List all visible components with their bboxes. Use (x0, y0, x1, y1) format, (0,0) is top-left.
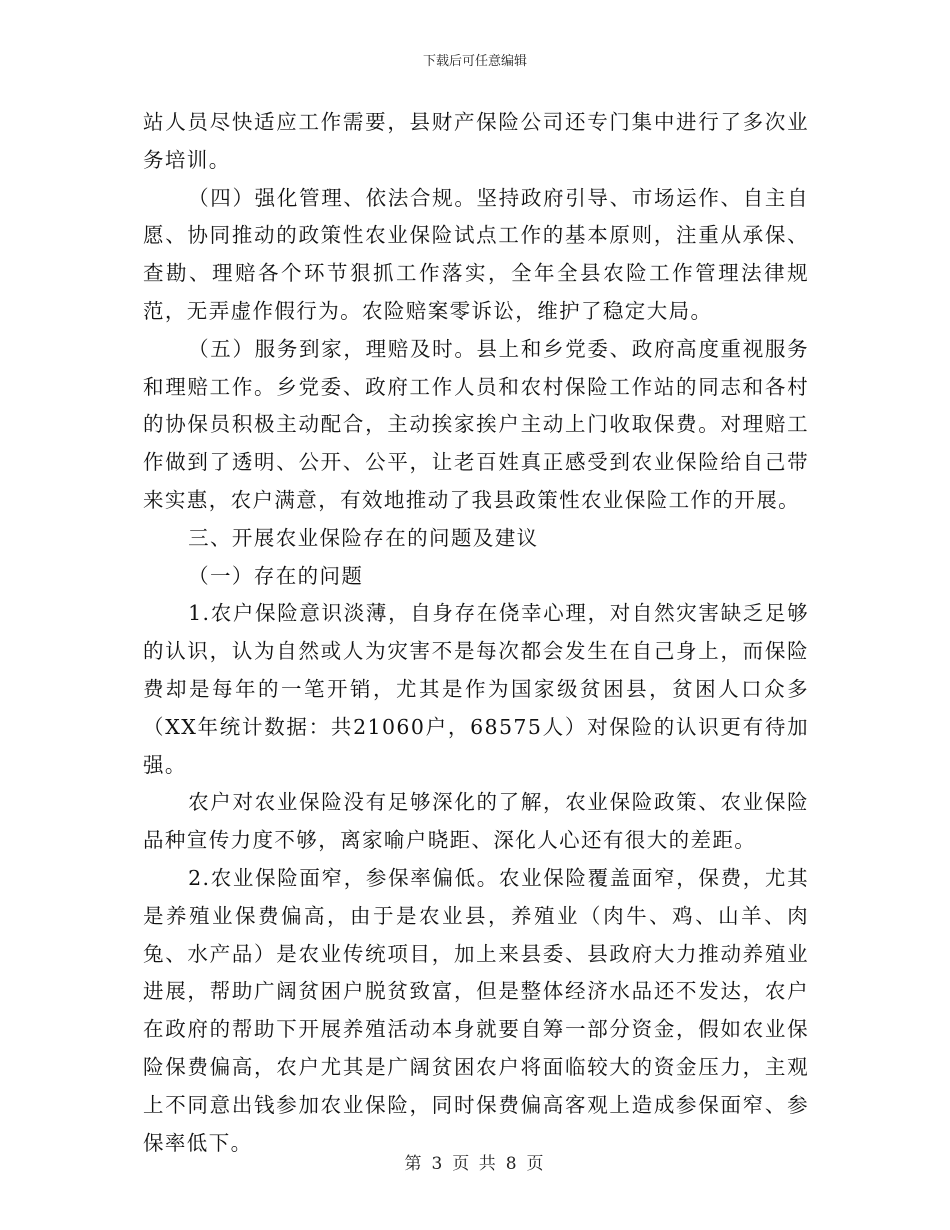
heading-problems-and-suggestions: 三、开展农业保险存在的问题及建议 (188, 525, 539, 550)
footer-total-pages: 8 (505, 1154, 519, 1174)
paragraph-section-4: （四）强化管理、依法合规。坚持政府引导、市场运作、自主自愿、协同推动的政策性农业保险试点工作的基本原则，注重从承保、查勘、理赔各个环节狠抓工作落实，全年全县农险工作管理法律规范，无弄虚作假行为。农险赔案零诉讼，维护了稳定大局。 (143, 185, 809, 323)
paragraph-section-5: （五）服务到家，理赔及时。县上和乡党委、政府高度重视服务和理赔工作。乡党委、政府工作人员和农村保险工作站的同志和各村的协保员积极主动配合，主动挨家挨户主动上门收取保费。对理赔工作做到了透明、公开、公平，让老百姓真正感受到农业保险给自己带来实惠，农户满意，有效地推动了我县政策性农业保险工作的开展。 (143, 336, 809, 512)
page-header (0, 54, 950, 70)
paragraph-problem-1: 1.农户保险意识淡薄，自身存在侥幸心理，对自然灾害缺乏足够的认识，认为自然或人为灾害不是每次都会发生在自己身上，而保险费却是每年的一笔开销，尤其是作为国家级贫困县，贫困人口众多（XX年统计数据：共21060户，68575人）对保险的认识更有待加强。 (143, 601, 809, 777)
footer-prefix: 第 (404, 1154, 424, 1174)
subheading-existing-problems: （一）存在的问题 (188, 563, 364, 588)
paragraph-continuation: 站人员尽快适应工作需要，县财产保险公司还专门集中进行了多次业务培训。 (143, 110, 809, 172)
page-footer (0, 1154, 950, 1174)
footer-middle: 页 共 (452, 1154, 498, 1174)
footer-suffix: 页 (526, 1154, 546, 1174)
header-note: 下载后可任意编辑 (422, 54, 527, 69)
paragraph-problem-1-continued: 农户对农业保险没有足够深化的了解，农业保险政策、农业保险品种宣传力度不够，离家喻户晓距、深化人心还有很大的差距。 (143, 790, 809, 853)
footer-current-page: 3 (431, 1154, 445, 1174)
document-body (143, 104, 809, 1162)
paragraph-problem-2: 2.农业保险面窄，参保率偏低。农业保险覆盖面窄，保费，尤其是养殖业保费偏高，由于是农业县，养殖业（肉牛、鸡、山羊、肉兔、水产品）是农业传统项目，加上来县委、县政府大力推动养殖业进展，帮助广阔贫困户脱贫致富，但是整体经济水品还不发达，农户在政府的帮助下开展养殖活动本身就要自筹一部分资金，假如农业保险保费偏高，农户尤其是广阔贫困农户将面临较大的资金压力，主观上不同意出钱参加农业保险，同时保费偏高客观上造成参保面窄、参保率低下。 (143, 865, 809, 1155)
